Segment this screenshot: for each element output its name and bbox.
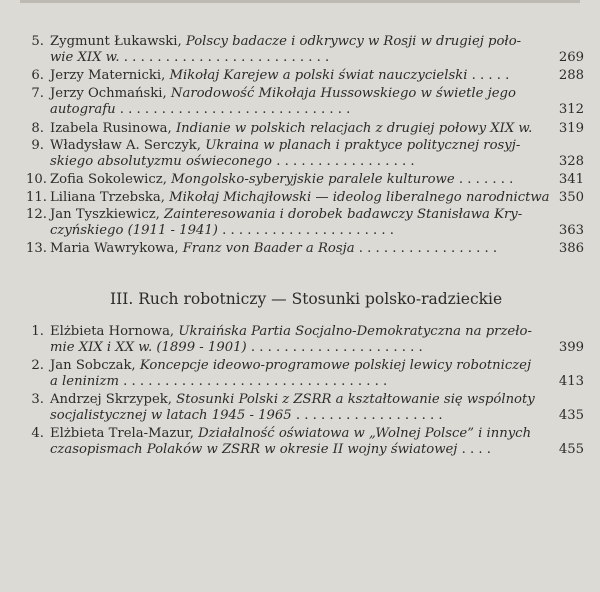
entry-title: Narodowość Mikołaja Hussowskiego w świetle jego xyxy=(170,86,516,101)
leader-dots: . . . . . . . . . . . . . . . . . . . . . . . . . xyxy=(123,50,330,65)
leader-dots: . . . . . . . . . . . . . . . . . . . . . . . . . . . . xyxy=(119,102,351,117)
section-heading: III. Ruch robotniczy — Stosunki polsko-radzieckie xyxy=(110,290,503,308)
entry-title-cont: wie XIX w. xyxy=(50,50,120,65)
entry-title-cont: socjalistycznej w latach 1945 - 1965 xyxy=(50,408,292,423)
entry-number: 2. xyxy=(31,358,44,373)
entry-number: 8. xyxy=(31,121,44,136)
entry-title: Koncepcje ideowo-programowe polskiej lewicy robotniczej xyxy=(139,358,532,373)
leader-dots: . . . . . . . . . . . . . . . . . . . . . xyxy=(222,223,394,238)
toc-entry xyxy=(14,68,584,84)
toc-entry xyxy=(14,241,584,257)
entry-title: Franz von Baader a Rosja xyxy=(182,241,355,256)
entry-title: Ukraińska Partia Socjalno-Demokratyczna na przeło- xyxy=(178,324,532,339)
entry-page: 328 xyxy=(558,154,584,169)
entry-author: Jan Tyszkiewicz, xyxy=(50,207,160,222)
entry-page: 363 xyxy=(558,223,584,238)
entry-page: 413 xyxy=(558,374,584,389)
entry-number: 5. xyxy=(31,34,44,49)
entry-page: 435 xyxy=(558,408,584,423)
toc-entry xyxy=(14,358,584,390)
leader-dots: . . . . . . . . . . . . . . . . . . . . . . . . . . . . . . . . xyxy=(123,374,388,389)
entry-page: 350 xyxy=(558,190,584,205)
entry-page: 288 xyxy=(558,68,584,83)
top-edge xyxy=(20,0,580,15)
entry-title: Mikołaj Karejew a polski świat nauczycielski xyxy=(169,68,468,83)
entry-number: 13. xyxy=(26,241,47,256)
entry-title-cont: skiego absolutyzmu oświeconego xyxy=(50,154,272,169)
entry-number: 11. xyxy=(26,190,47,205)
entry-title: Działalność oświatowa w „Wolnej Polsce” i innych xyxy=(198,426,532,441)
entry-author: Liliana Trzebska, xyxy=(50,190,165,205)
entry-number: 12. xyxy=(26,207,47,222)
entry-author: Elżbieta Trela-Mazur, xyxy=(50,426,194,441)
entry-title: Zainteresowania i dorobek badawczy Stanisława Kry- xyxy=(164,207,523,222)
toc-entry xyxy=(14,190,584,206)
entry-author: Andrzej Skrzypek, xyxy=(50,392,172,407)
entry-author: Władysław A. Serczyk, xyxy=(50,138,201,153)
leader-dots: . . . . . xyxy=(471,68,510,83)
entry-title-cont: autografu xyxy=(50,102,116,117)
entry-title: Stosunki Polski z ZSRR a kształtowanie się wspólnoty xyxy=(176,392,535,407)
entry-author: Zofia Sokolewicz, xyxy=(50,172,167,187)
entry-number: 4. xyxy=(31,426,44,441)
entry-title: Polscy badacze i odkrywcy w Rosji w drugiej poło- xyxy=(185,34,522,49)
entry-title: Indianie w polskich relacjach z drugiej połowy XIX w. xyxy=(175,121,533,136)
entry-title-cont: mie XIX i XX w. (1899 - 1901) xyxy=(50,340,247,355)
entry-title: Mongolsko-syberyjskie paralele kulturowe xyxy=(171,172,455,187)
leader-dots: . . . . . . . . . . . . . . . . . xyxy=(276,154,415,169)
entry-page: 455 xyxy=(558,442,584,457)
entry-title: Ukraina w planach i praktyce politycznej rosyj- xyxy=(205,138,521,153)
toc-entry xyxy=(14,121,584,137)
entry-title-cont: a leninizm xyxy=(50,374,119,389)
entry-author: Maria Wawrykowa, xyxy=(50,241,179,256)
leader-dots: . . . . . . . . . . . . . . . . . xyxy=(358,241,498,256)
leader-dots: . . . . . . . xyxy=(458,172,514,187)
entry-number: 7. xyxy=(31,86,44,101)
entry-page: 386 xyxy=(558,241,584,256)
entry-author: Jerzy Ochmański, xyxy=(50,86,167,101)
entry-title-cont: czyńskiego (1911 - 1941) xyxy=(50,223,218,238)
toc-entry xyxy=(14,426,584,458)
entry-page: 312 xyxy=(558,102,584,117)
entry-number: 1. xyxy=(31,324,44,339)
toc-entry xyxy=(14,207,584,239)
leader-dots: . . . . xyxy=(461,442,491,457)
entry-author: Izabela Rusinowa, xyxy=(50,121,172,136)
entry-page: 269 xyxy=(558,50,584,65)
toc-entry xyxy=(14,86,584,118)
entry-number: 6. xyxy=(31,68,44,83)
entry-title-cont: czasopismach Polaków w ZSRR w okresie II wojny światowej xyxy=(50,442,458,457)
entry-page: 319 xyxy=(558,121,584,136)
toc-entry xyxy=(14,138,584,170)
entry-author: Jerzy Maternicki, xyxy=(50,68,166,83)
entry-author: Jan Sobczak, xyxy=(50,358,136,373)
toc-entry xyxy=(14,392,584,424)
toc-entry xyxy=(14,172,584,188)
entry-number: 3. xyxy=(31,392,44,407)
entry-page: 341 xyxy=(558,172,584,187)
leader-dots: . . . . . . . . . . . . . . . . . . . . . xyxy=(250,340,423,355)
toc-entry xyxy=(14,34,584,66)
entry-number: 10. xyxy=(26,172,47,187)
entry-author: Elżbieta Hornowa, xyxy=(50,324,175,339)
leader-dots: . . . . . . . . . . . . . . . . . . xyxy=(295,408,443,423)
entry-author: Zygmunt Łukawski, xyxy=(50,34,182,49)
entry-number: 9. xyxy=(31,138,44,153)
toc-entry xyxy=(14,324,584,356)
entry-title: Mikołaj Michajłowski — ideolog liberalnego narodnictwa xyxy=(169,190,550,205)
entry-page: 399 xyxy=(558,340,584,355)
